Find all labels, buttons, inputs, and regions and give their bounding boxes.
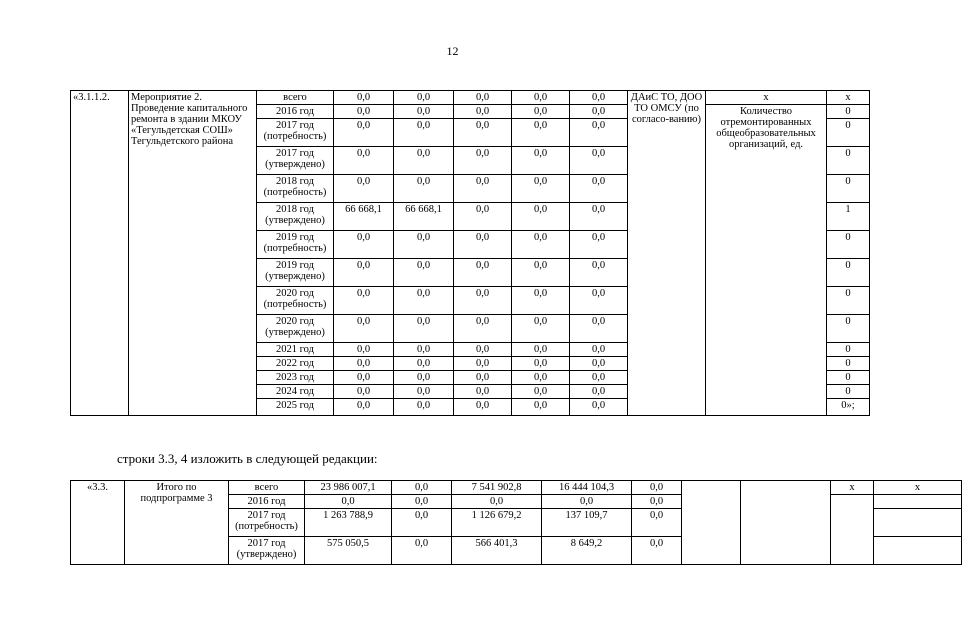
indicator-value: 0 bbox=[827, 287, 870, 315]
indicator-value bbox=[874, 495, 962, 509]
value-cell: 0,0 bbox=[570, 371, 628, 385]
value-cell: 0,0 bbox=[454, 175, 512, 203]
indicator-value: 0 bbox=[827, 147, 870, 175]
value-cell: 0,0 bbox=[454, 371, 512, 385]
value-cell: 0,0 bbox=[454, 203, 512, 231]
value-cell: 566 401,3 bbox=[452, 537, 542, 565]
value-cell: 0,0 bbox=[512, 357, 570, 371]
value-cell: 0,0 bbox=[632, 537, 682, 565]
value-cell: 0,0 bbox=[512, 385, 570, 399]
table-row bbox=[71, 481, 962, 495]
value-cell: 0,0 bbox=[394, 287, 454, 315]
value-cell: 0,0 bbox=[394, 399, 454, 416]
indicator-x: х bbox=[827, 91, 870, 105]
value-cell: 0,0 bbox=[454, 287, 512, 315]
value-cell: 0,0 bbox=[512, 315, 570, 343]
value-cell: 0,0 bbox=[394, 385, 454, 399]
value-cell: 0,0 bbox=[454, 147, 512, 175]
period-label: 2019 год (утверждено) bbox=[257, 259, 334, 287]
value-cell: 0,0 bbox=[392, 537, 452, 565]
executor-cell bbox=[682, 481, 741, 565]
value-cell: 0,0 bbox=[512, 259, 570, 287]
value-cell: 0,0 bbox=[570, 147, 628, 175]
indicator-value: 0 bbox=[827, 371, 870, 385]
value-cell: 0,0 bbox=[334, 119, 394, 147]
value-cell: 0,0 bbox=[394, 231, 454, 259]
value-cell: 0,0 bbox=[452, 495, 542, 509]
value-cell: 0,0 bbox=[570, 315, 628, 343]
value-cell: 137 109,7 bbox=[542, 509, 632, 537]
value-cell: 0,0 bbox=[570, 119, 628, 147]
instruction-text: строки 3.3, 4 изложить в следующей редакции: bbox=[117, 451, 378, 466]
page-number: 12 bbox=[446, 44, 459, 58]
value-cell: 0,0 bbox=[454, 91, 512, 105]
value-cell: 0,0 bbox=[512, 147, 570, 175]
value-cell: 0,0 bbox=[512, 231, 570, 259]
value-cell: 0,0 bbox=[394, 147, 454, 175]
period-label: 2023 год bbox=[257, 371, 334, 385]
value-cell: 0,0 bbox=[334, 399, 394, 416]
indicator-value-x: х bbox=[874, 481, 962, 495]
total-code: «3.3. bbox=[71, 481, 125, 565]
value-cell: 7 541 902,8 bbox=[452, 481, 542, 495]
subprogram-total-table bbox=[70, 480, 962, 565]
indicator-value: 0 bbox=[827, 357, 870, 371]
value-cell: 0,0 bbox=[570, 399, 628, 416]
value-cell: 0,0 bbox=[570, 203, 628, 231]
value-cell: 0,0 bbox=[454, 399, 512, 416]
value-cell: 0,0 bbox=[570, 231, 628, 259]
indicator-name: Количество отремонтированных общеобразовательных организаций, ед. bbox=[706, 105, 827, 416]
value-cell: 0,0 bbox=[334, 343, 394, 357]
value-cell: 0,0 bbox=[570, 175, 628, 203]
value-cell: 0,0 bbox=[454, 231, 512, 259]
value-cell: 0,0 bbox=[570, 357, 628, 371]
value-cell: 0,0 bbox=[632, 481, 682, 495]
indicator-value: 0 bbox=[827, 343, 870, 357]
value-cell: 23 986 007,1 bbox=[305, 481, 392, 495]
value-cell: 0,0 bbox=[454, 315, 512, 343]
value-cell: 0,0 bbox=[394, 357, 454, 371]
value-cell: 0,0 bbox=[570, 287, 628, 315]
value-cell: 0,0 bbox=[512, 203, 570, 231]
value-cell: 0,0 bbox=[305, 495, 392, 509]
indicator-value bbox=[874, 537, 962, 565]
value-cell: 0,0 bbox=[334, 385, 394, 399]
period-label: 2017 год (утверждено) bbox=[257, 147, 334, 175]
measure-code: «3.1.1.2. bbox=[71, 91, 129, 416]
value-cell: 0,0 bbox=[394, 371, 454, 385]
value-cell: 0,0 bbox=[392, 509, 452, 537]
value-cell: 1 263 788,9 bbox=[305, 509, 392, 537]
period-label: 2020 год (потребность) bbox=[257, 287, 334, 315]
value-cell: 0,0 bbox=[334, 315, 394, 343]
value-cell: 0,0 bbox=[394, 91, 454, 105]
value-cell: 0,0 bbox=[512, 343, 570, 357]
total-title: Итого по подпрограмме 3 bbox=[125, 481, 229, 565]
period-label: 2021 год bbox=[257, 343, 334, 357]
indicator-value bbox=[874, 509, 962, 537]
indicator-value: 0 bbox=[827, 105, 870, 119]
period-label: 2019 год (потребность) bbox=[257, 231, 334, 259]
indicator-header: х bbox=[706, 91, 827, 105]
value-cell: 0,0 bbox=[394, 343, 454, 357]
value-cell: 0,0 bbox=[512, 175, 570, 203]
value-cell: 0,0 bbox=[334, 287, 394, 315]
value-cell: 0,0 bbox=[334, 259, 394, 287]
period-label: 2017 год (потребность) bbox=[229, 509, 305, 537]
value-cell: 0,0 bbox=[334, 105, 394, 119]
value-cell: 0,0 bbox=[512, 91, 570, 105]
value-cell: 0,0 bbox=[632, 509, 682, 537]
period-label: 2018 год (потребность) bbox=[257, 175, 334, 203]
value-cell: 0,0 bbox=[512, 105, 570, 119]
value-cell: 0,0 bbox=[454, 357, 512, 371]
value-cell: 0,0 bbox=[632, 495, 682, 509]
indicator-value: 0»; bbox=[827, 399, 870, 416]
indicator-value: 0 bbox=[827, 175, 870, 203]
value-cell: 0,0 bbox=[542, 495, 632, 509]
value-cell: 16 444 104,3 bbox=[542, 481, 632, 495]
value-cell: 0,0 bbox=[570, 343, 628, 357]
period-label: 2017 год (утверждено) bbox=[229, 537, 305, 565]
value-cell: 0,0 bbox=[454, 119, 512, 147]
value-cell: 0,0 bbox=[394, 259, 454, 287]
value-cell: 0,0 bbox=[334, 371, 394, 385]
period-label: 2020 год (утверждено) bbox=[257, 315, 334, 343]
value-cell: 0,0 bbox=[394, 119, 454, 147]
value-cell: 0,0 bbox=[334, 175, 394, 203]
value-cell: 1 126 679,2 bbox=[452, 509, 542, 537]
measure-title: Мероприятие 2. Проведение капитального ремонта в здании МКОУ «Тегульдетская СОШ» Тегульдетского района bbox=[129, 91, 257, 416]
indicator-value: 0 bbox=[827, 231, 870, 259]
table-row bbox=[71, 91, 870, 105]
value-cell: 0,0 bbox=[334, 91, 394, 105]
value-cell: 0,0 bbox=[334, 231, 394, 259]
value-cell: 0,0 bbox=[454, 385, 512, 399]
value-cell: 0,0 bbox=[392, 481, 452, 495]
value-cell: 8 649,2 bbox=[542, 537, 632, 565]
value-cell: 0,0 bbox=[512, 119, 570, 147]
indicator-value: 1 bbox=[827, 203, 870, 231]
period-label: 2024 год bbox=[257, 385, 334, 399]
value-cell: 0,0 bbox=[570, 91, 628, 105]
value-cell: 0,0 bbox=[570, 259, 628, 287]
value-cell: 0,0 bbox=[334, 357, 394, 371]
value-cell: 575 050,5 bbox=[305, 537, 392, 565]
value-cell: 0,0 bbox=[394, 105, 454, 119]
period-label: 2022 год bbox=[257, 357, 334, 371]
value-cell: 0,0 bbox=[512, 371, 570, 385]
value-cell: 0,0 bbox=[454, 259, 512, 287]
period-label: 2017 год (потребность) bbox=[257, 119, 334, 147]
value-cell: 0,0 bbox=[392, 495, 452, 509]
value-cell: 0,0 bbox=[394, 315, 454, 343]
value-cell: 0,0 bbox=[454, 343, 512, 357]
period-label: 2016 год bbox=[229, 495, 305, 509]
period-label: всего bbox=[257, 91, 334, 105]
period-label: 2025 год bbox=[257, 399, 334, 416]
period-label: всего bbox=[229, 481, 305, 495]
period-label: 2018 год (утверждено) bbox=[257, 203, 334, 231]
period-label: 2016 год bbox=[257, 105, 334, 119]
indicator-x: х bbox=[831, 481, 874, 495]
indicator-name-cell bbox=[831, 495, 874, 565]
spacer-cell bbox=[741, 481, 831, 565]
value-cell: 0,0 bbox=[570, 105, 628, 119]
value-cell: 0,0 bbox=[334, 147, 394, 175]
indicator-value: 0 bbox=[827, 119, 870, 147]
value-cell: 0,0 bbox=[394, 175, 454, 203]
indicator-value: 0 bbox=[827, 315, 870, 343]
value-cell: 0,0 bbox=[454, 105, 512, 119]
indicator-value: 0 bbox=[827, 385, 870, 399]
indicator-value: 0 bbox=[827, 259, 870, 287]
value-cell: 0,0 bbox=[570, 385, 628, 399]
executor: ДАиС ТО, ДОО ТО ОМСУ (по согласо-ванию) bbox=[628, 91, 706, 416]
value-cell: 66 668,1 bbox=[394, 203, 454, 231]
value-cell: 0,0 bbox=[512, 287, 570, 315]
measure-table bbox=[70, 90, 870, 416]
value-cell: 66 668,1 bbox=[334, 203, 394, 231]
value-cell: 0,0 bbox=[512, 399, 570, 416]
